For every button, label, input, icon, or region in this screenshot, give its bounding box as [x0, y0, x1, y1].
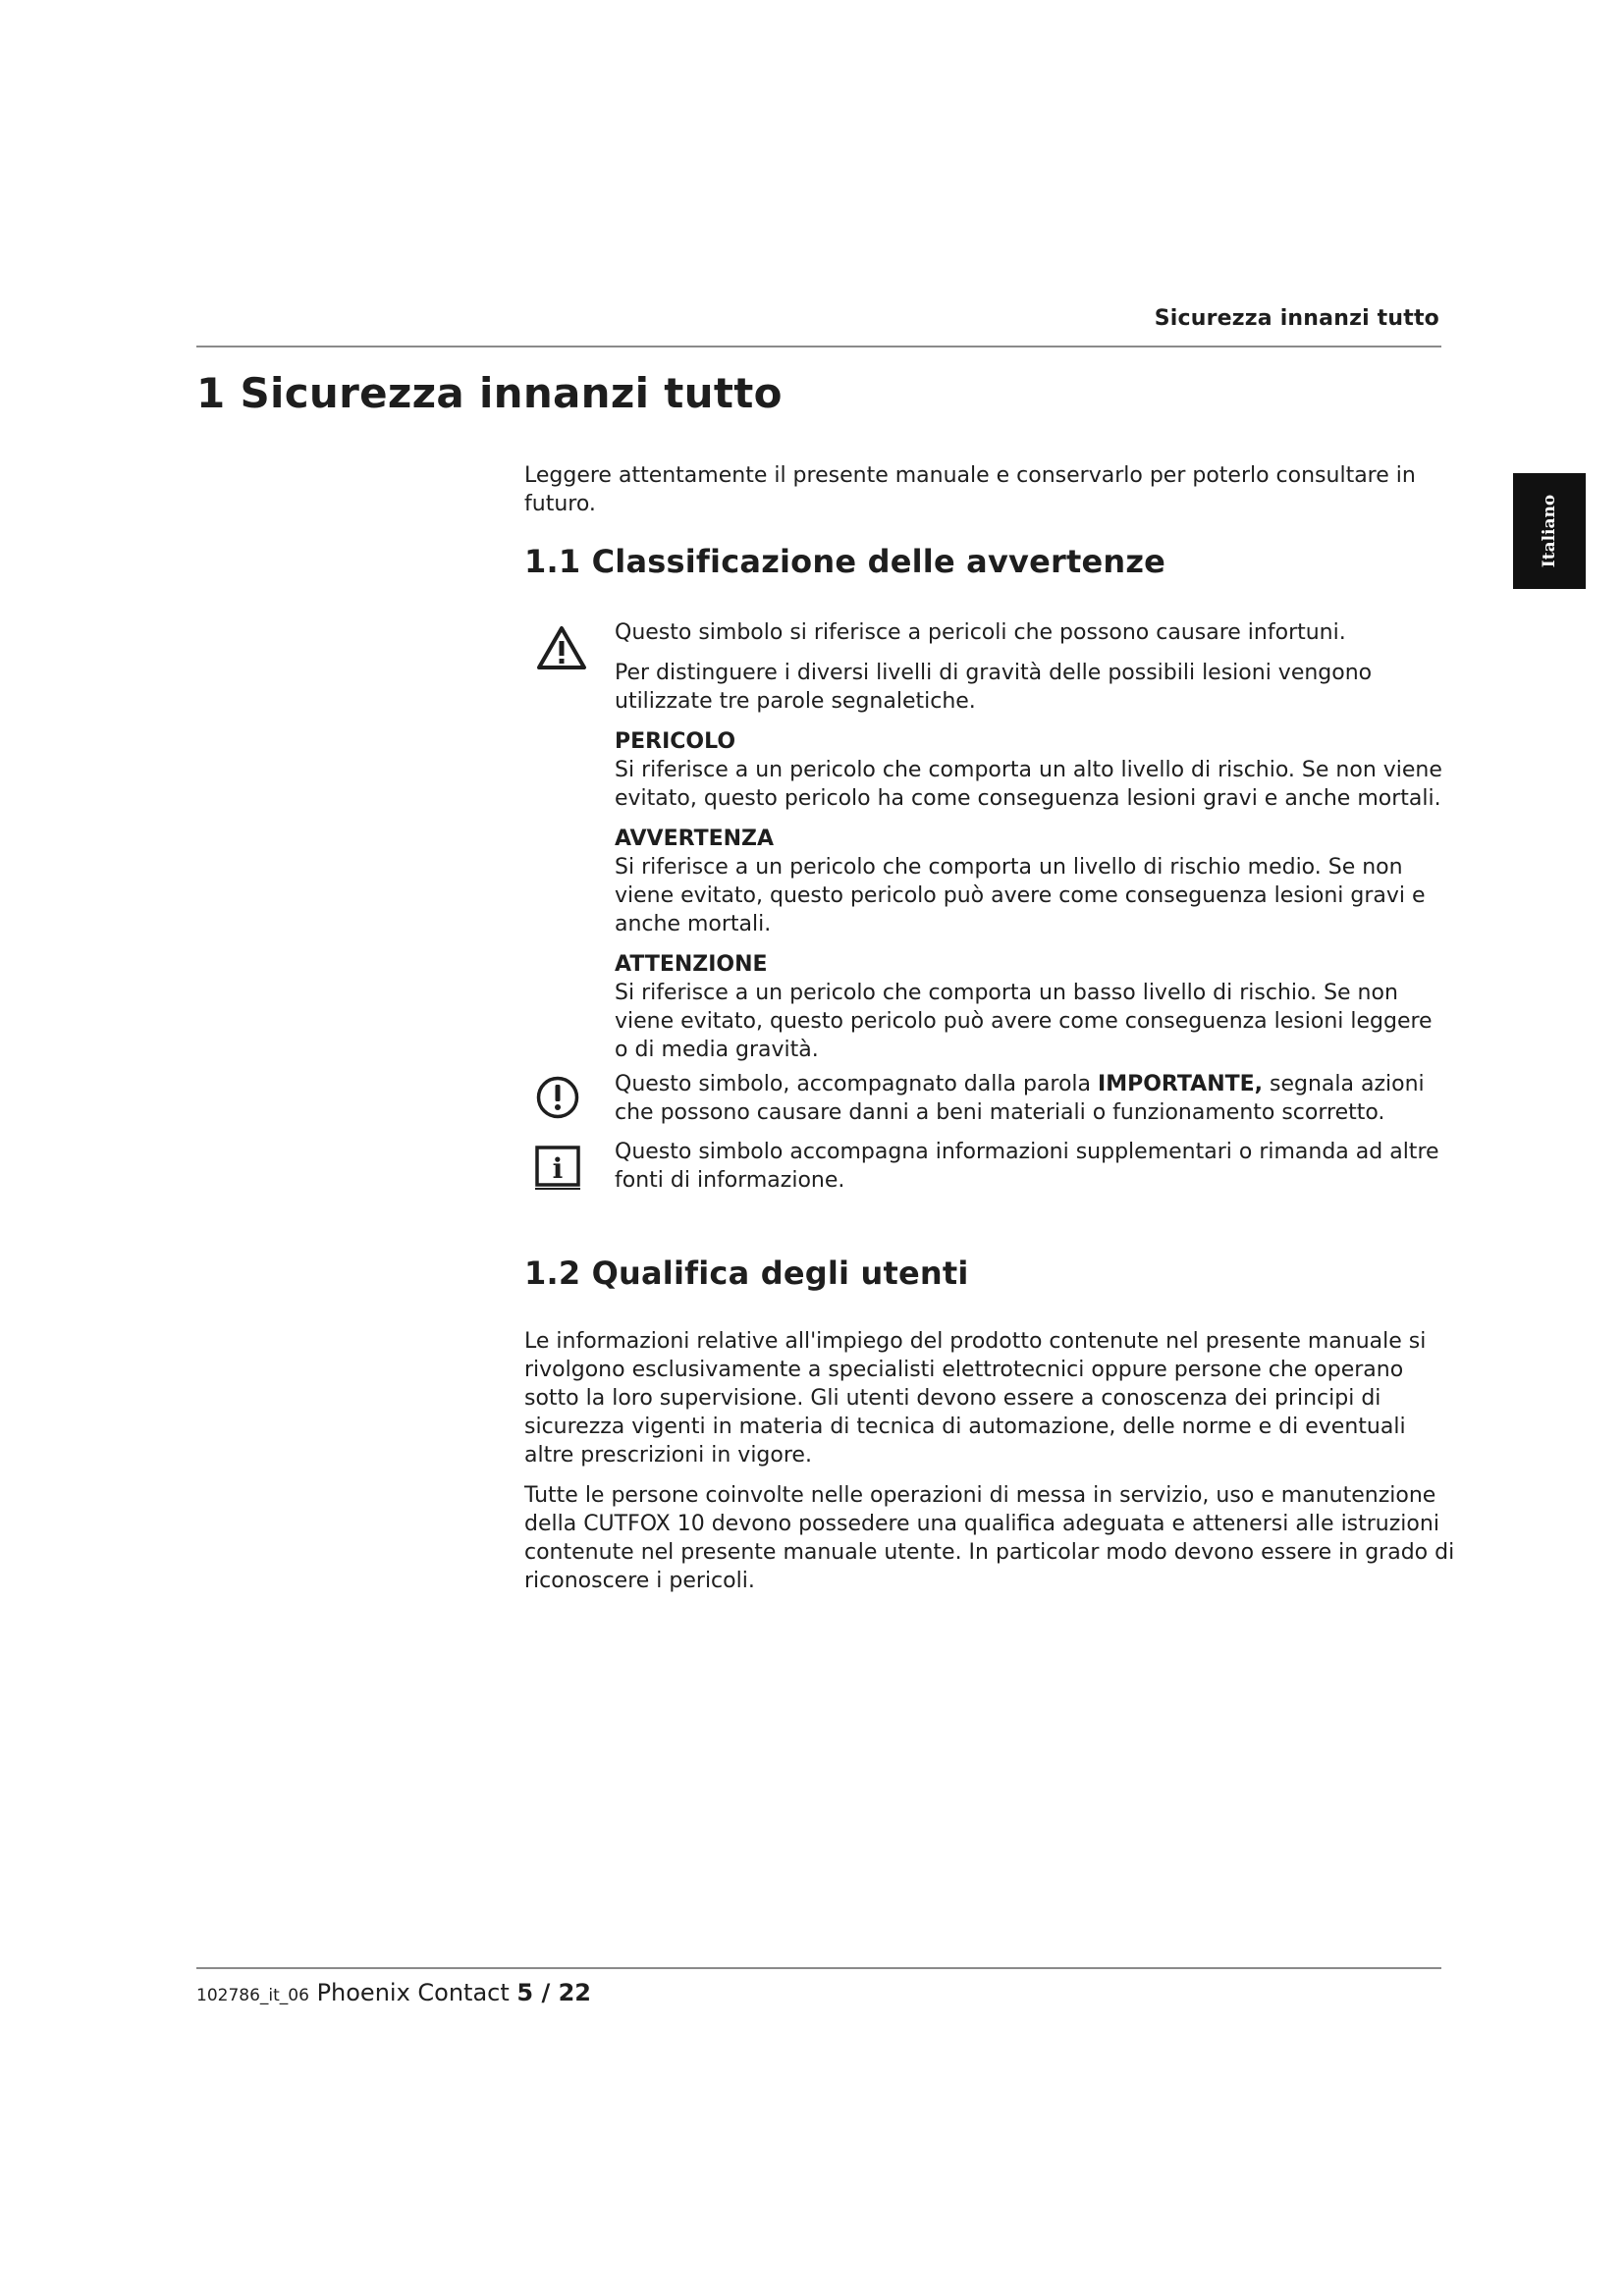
- section-title-warnings: 1.1 Classificazione delle avvertenze: [524, 543, 1166, 580]
- footer-page-number: 5 / 22: [516, 1979, 591, 2006]
- svg-text:i: i: [552, 1152, 564, 1185]
- user-qualification-paragraph-1: Le informazioni relative all'impiego del prodotto contenute nel presente manuale si rivolgono esclusivamente a specialisti elettrotecnici oppure persone che operano sotto la loro supervisione. Gli utenti devono essere a conoscenza dei principi di sicurezza vigenti in materia di tecnica di automazione, delle norme e di eventuali altre prescrizioni in vigore.: [524, 1329, 1427, 1468]
- header-rule: [196, 346, 1441, 347]
- language-tab[interactable]: [1513, 473, 1586, 589]
- footer: [196, 1979, 591, 2006]
- important-text-after: segnala azioni che possono causare danni a beni materiali o funzionamento scorretto.: [615, 1072, 1425, 1125]
- running-header-title: Sicurezza innanzi tutto: [1154, 306, 1439, 331]
- footer-doc-code: 102786_it_06: [196, 1986, 309, 2005]
- section-title-user-qualification: 1.2 Qualifica degli utenti: [524, 1255, 969, 1292]
- user-qualification-paragraph-2: Tutte le persone coinvolte nelle operazioni di messa in servizio, uso e manutenzione della CUTFOX 10 devono possedere una qualifica adeguata e attenersi alle istruzioni contenute nel presente manuale utente. In particolar modo devono essere in grado di riconoscere i pericoli.: [524, 1483, 1455, 1593]
- user-qualification-block: [524, 1327, 1455, 1607]
- chapter-title: 1 Sicurezza innanzi tutto: [196, 369, 783, 417]
- footer-rule: [196, 1967, 1441, 1969]
- signal-word-description: Si riferisce a un pericolo che comporta un alto livello di rischio. Se non viene evitato, questo pericolo ha come conseguenza lesioni gravi e anche mortali.: [615, 758, 1442, 811]
- signal-word-term: ATTENZIONE: [615, 952, 768, 977]
- signal-word-term: AVVERTENZA: [615, 827, 774, 851]
- signal-word-description: Si riferisce a un pericolo che comporta un basso livello di rischio. Se non viene evitato, questo pericolo può avere come conseguenza lesioni leggere o di media gravità.: [615, 981, 1433, 1062]
- warning-symbol-text: Questo simbolo si riferisce a pericoli che possono causare infortuni.: [615, 620, 1346, 645]
- important-text-before: Questo simbolo, accompagnato dalla parola: [615, 1072, 1099, 1096]
- signal-word-caution: [615, 950, 1449, 1064]
- info-text: Questo simbolo accompagna informazioni supplementari o rimanda ad altre fonti di informazione.: [615, 1140, 1439, 1193]
- footer-company: Phoenix Contact: [316, 1979, 510, 2006]
- signal-word-warning: [615, 825, 1449, 938]
- important-exclamation-icon: [535, 1075, 580, 1120]
- important-text: [615, 1070, 1449, 1127]
- intro-text: Leggere attentamente il presente manuale e conservarlo per poterlo consultare in futuro.: [524, 463, 1416, 516]
- warnings-block: [615, 618, 1449, 1076]
- signal-levels-text: Per distinguere i diversi livelli di gravità delle possibili lesioni vengono utilizzate tre parole segnaletiche.: [615, 661, 1373, 714]
- info-icon: [535, 1146, 580, 1191]
- signal-word-danger: [615, 727, 1449, 813]
- important-keyword: IMPORTANTE,: [1098, 1072, 1264, 1096]
- signal-word-term: PERICOLO: [615, 729, 736, 754]
- language-tab-label: Italiano: [1540, 494, 1560, 568]
- warning-triangle-icon: [536, 624, 587, 671]
- signal-word-description: Si riferisce a un pericolo che comporta un livello di rischio medio. Se non viene evitato, questo pericolo può avere come conseguenza lesioni gravi e anche mortali.: [615, 855, 1426, 936]
